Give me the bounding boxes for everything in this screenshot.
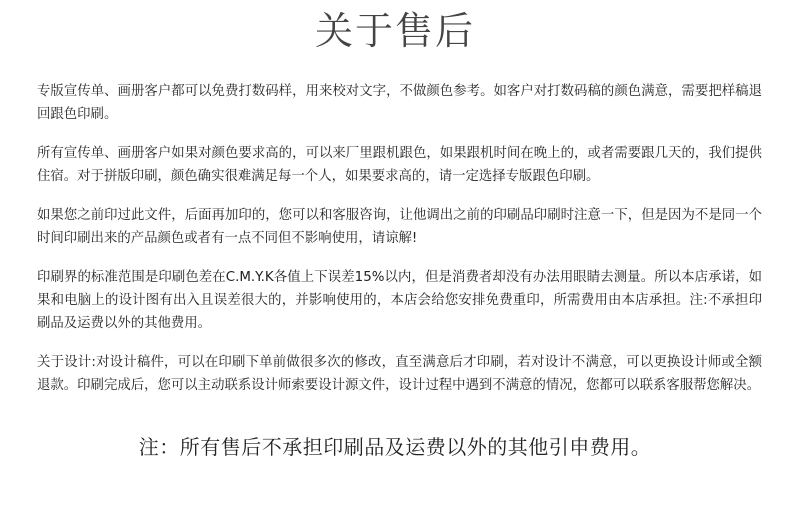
after-sales-content <box>37 80 762 413</box>
footer-note: 注：所有售后不承担印刷品及运费以外的其他引申费用。 <box>138 435 652 459</box>
paragraph-color-matching: 所有宣传单、画册客户如果对颜色要求高的，可以来厂里跟机跟色，如果跟机时间在晚上的，或者需要跟几天的，我们提供住宿。对于拼版印刷，颜色确实很难满足每一个人，如果要求高的，请一定选择专版跟色印刷。 <box>37 146 762 184</box>
paragraph-proof-sample: 专版宣传单、画册客户都可以免费打数码样，用来校对文字，不做颜色参考。如客户对打数码稿的颜色满意，需要把样稿退回跟色印刷。 <box>37 84 762 122</box>
page-title: 关于售后 <box>314 9 475 53</box>
paragraph-design: 关于设计:对设计稿件，可以在印刷下单前做很多次的修改，直至满意后才印刷，若对设计不满意，可以更换设计师或全额退款。印刷完成后，您可以主动联系设计师索要设计源文件，设计过程中遇到不满意的情况，您都可以联系客服帮您解决。 <box>37 355 762 393</box>
paragraph-color-tolerance: 印刷界的标准范围是印刷色差在C.M.Y.K各值上下误差15%以内，但是消费者却没有办法用眼睛去测量。所以本店承诺，如果和电脑上的设计图有出入且误差很大的，并影响使用的，本店会给您安排免费重印，所需费用由本店承担。注:不承担印刷品及运费以外的其他费用。 <box>37 270 762 331</box>
paragraph-reprint: 如果您之前印过此文件，后面再加印的，您可以和客服咨询，让他调出之前的印刷品印刷时注意一下，但是因为不是同一个时间印刷出来的产品颜色或者有一点不同但不影响使用，请谅解! <box>37 208 762 246</box>
